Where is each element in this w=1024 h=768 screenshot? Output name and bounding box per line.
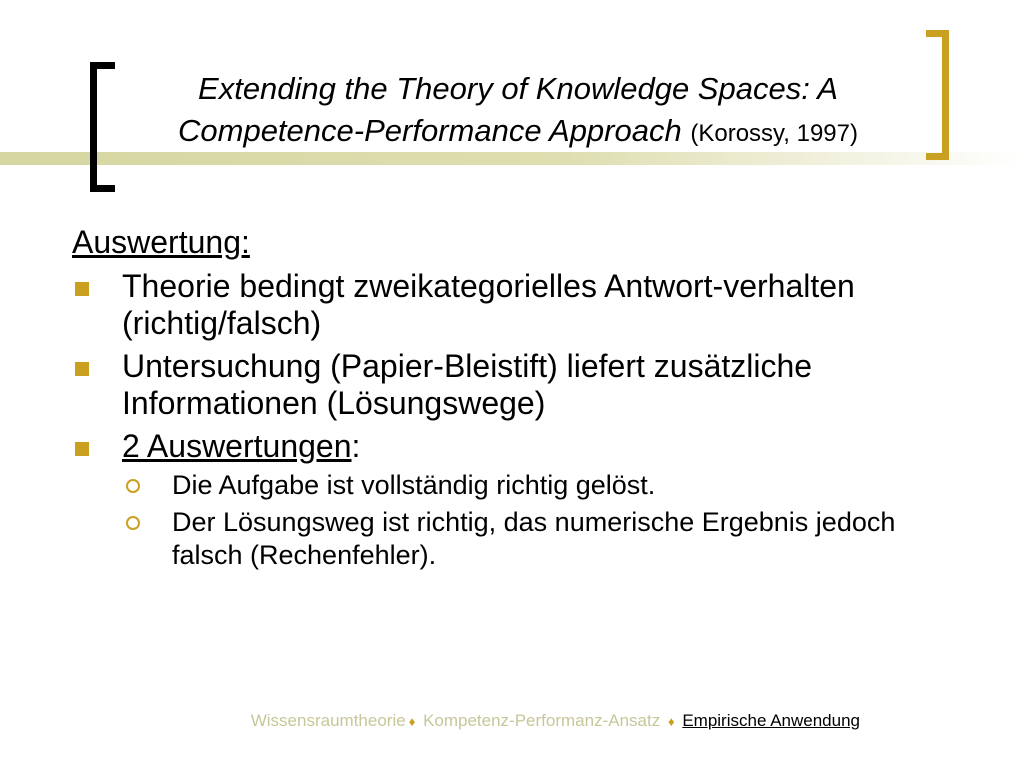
bullet-item xyxy=(72,428,972,465)
left-bracket-decoration xyxy=(90,62,115,192)
footer-link-kompetenz-performanz[interactable]: Kompetenz-Performanz-Ansatz xyxy=(423,711,661,730)
circle-bullet-icon xyxy=(126,479,140,493)
sub-bullet-text: Der Lösungsweg ist richtig, das numerische Ergebnis jedoch falsch (Rechenfehler). xyxy=(172,507,896,570)
slide-title xyxy=(118,68,918,155)
diamond-separator-icon: ♦ xyxy=(667,714,675,729)
square-bullet-icon xyxy=(75,362,89,376)
slide-content xyxy=(72,222,972,572)
bullet-text: Untersuchung (Papier-Bleistift) liefert zusätzliche Informationen (Lösungswege) xyxy=(122,348,813,421)
bullet-text-underlined: 2 Auswertungen xyxy=(122,428,352,464)
section-heading: Auswertung: xyxy=(72,224,250,260)
square-bullet-icon xyxy=(75,442,89,456)
bullet-item xyxy=(72,348,972,422)
sub-bullet-item xyxy=(72,506,972,572)
title-main: Extending the Theory of Knowledge Spaces: A Competence-Performance Approach xyxy=(178,71,838,148)
sub-bullet-item xyxy=(72,469,972,502)
footer-link-wissensraumtheorie[interactable]: Wissensraumtheorie xyxy=(250,711,406,730)
bullet-text: Theorie bedingt zweikategorielles Antwort-verhalten (richtig/falsch) xyxy=(122,268,855,341)
square-bullet-icon xyxy=(75,282,89,296)
diamond-separator-icon: ♦ xyxy=(408,714,416,729)
bullet-text-suffix: : xyxy=(351,428,361,464)
footer-link-empirische-anwendung[interactable]: Empirische Anwendung xyxy=(682,711,860,730)
title-citation: (Korossy, 1997) xyxy=(690,120,858,147)
sub-bullet-text: Die Aufgabe ist vollständig richtig gelöst. xyxy=(172,470,656,500)
footer-navigation xyxy=(0,711,860,731)
right-bracket-decoration xyxy=(926,30,949,160)
bullet-item xyxy=(72,268,972,342)
circle-bullet-icon xyxy=(126,516,140,530)
